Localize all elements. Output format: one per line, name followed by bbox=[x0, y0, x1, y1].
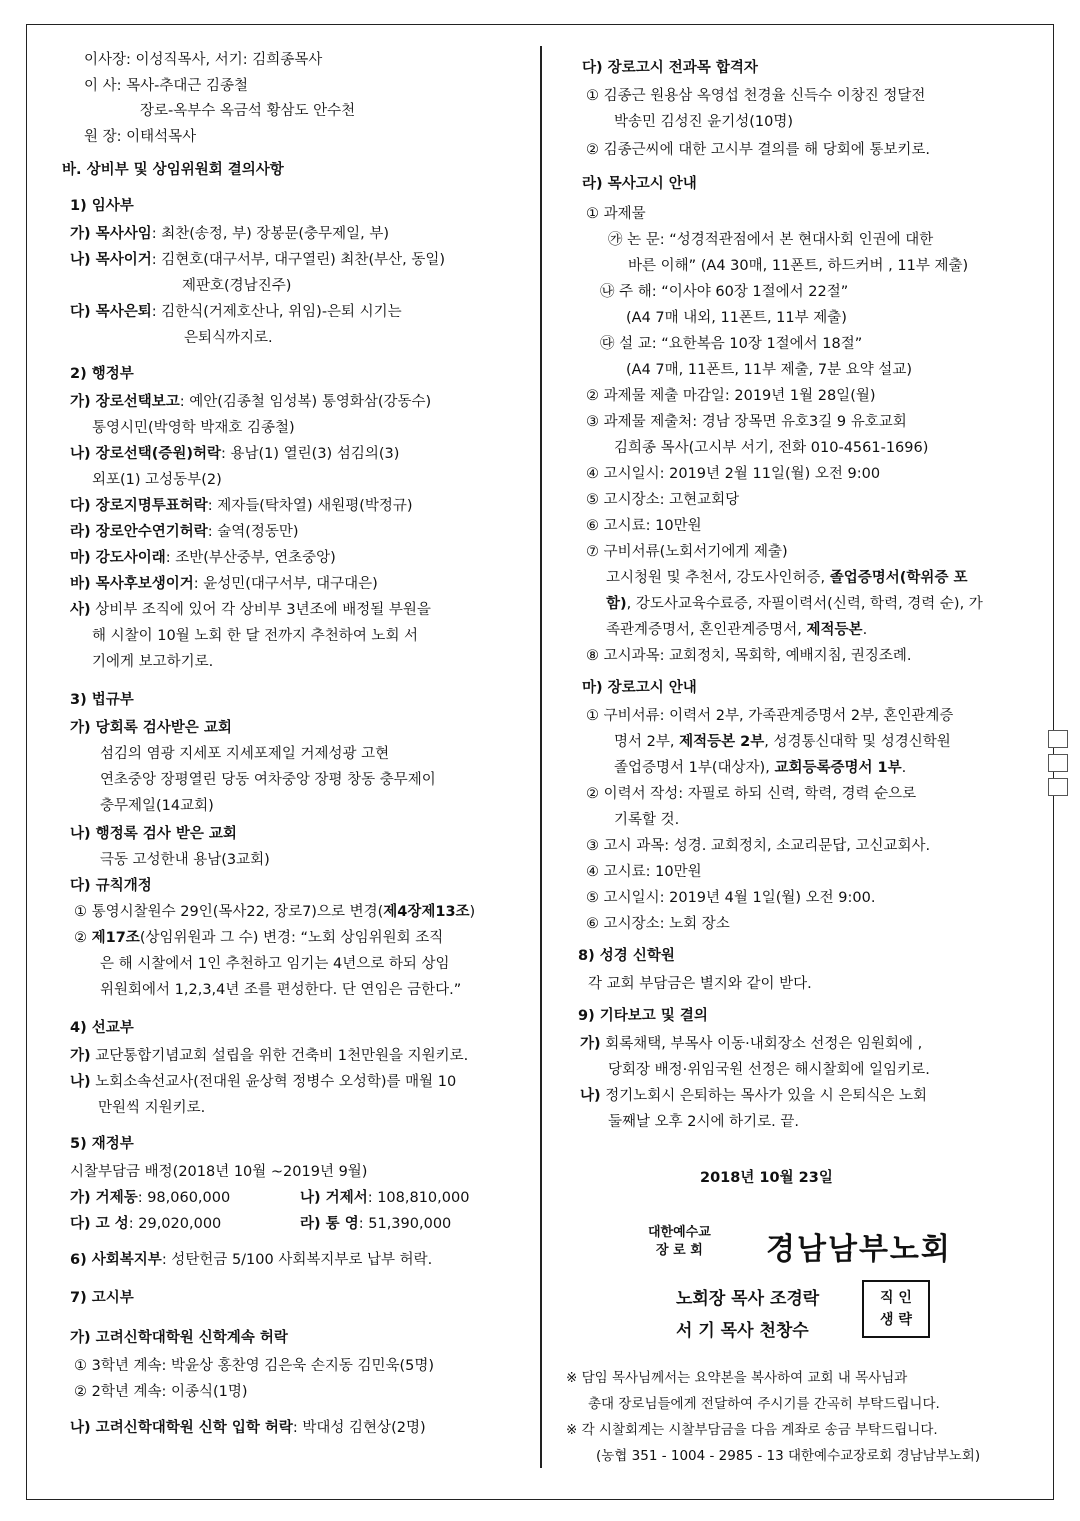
item-line: (A4 7매 내외, 11폰트, 11부 제출) bbox=[626, 310, 847, 326]
item-line: 충무제일(14교회) bbox=[100, 798, 214, 814]
item-heading: 가) 당회록 검사받은 교회 bbox=[70, 720, 232, 736]
item-line: 기에게 보고하기로. bbox=[92, 654, 214, 670]
item-line: ① 김종근 원용삼 옥영섭 천경율 신득수 이창진 정달전 bbox=[586, 88, 926, 104]
item-heading: 다) 규칙개정 bbox=[70, 878, 152, 894]
item-line: ⑧ 고시과목: 교회정치, 목회학, 예배지침, 권징조례. bbox=[586, 648, 912, 664]
item-heading: 가) 고려신학대학원 신학계속 허락 bbox=[70, 1330, 288, 1346]
footnote: (농협 351 - 1004 - 2985 - 13 대한예수교장로회 경남남부노회) bbox=[596, 1448, 981, 1464]
item-line: 다) 목사은퇴: 김한식(거제호산나, 위임)-은퇴 시기는 bbox=[70, 304, 402, 320]
item-line: 제판호(경남진주) bbox=[182, 278, 292, 294]
item-line: ① 구비서류: 이력서 2부, 가족관계증명서 2부, 혼인관계증 bbox=[586, 708, 954, 724]
item-line: ② 과제물 제출 마감일: 2019년 1월 28일(월) bbox=[586, 388, 876, 404]
item-line: 김희종 목사(고시부 서기, 전화 010-4561-1696) bbox=[614, 440, 929, 456]
item-line: ③ 고시 과목: 성경. 교회정치, 소교리문답, 고신교회사. bbox=[586, 838, 931, 854]
sub-heading: 8) 성경 신학원 bbox=[578, 948, 675, 964]
sub-heading: 1) 임사부 bbox=[70, 198, 134, 214]
sub-heading: 3) 법규부 bbox=[70, 692, 134, 708]
item-line: 6) 사회복지부: 성탄헌금 5/100 사회복지부로 납부 허락. bbox=[70, 1252, 433, 1268]
item-line: ⑥ 고시료: 10만원 bbox=[586, 518, 702, 534]
item-line: 졸업증명서 1부(대상자), 교회등록증명서 1부. bbox=[614, 760, 907, 776]
sub-heading: 다) 장로고시 전과목 합격자 bbox=[582, 60, 758, 76]
item-line: ㉮ 논 문: “성경적관점에서 본 현대사회 인권에 대한 bbox=[608, 232, 934, 248]
item-line: ① 3학년 계속: 박윤상 홍찬영 김은욱 손지동 김민욱(5명) bbox=[74, 1358, 435, 1374]
item-line: ㉯ 주 해: “이사야 60장 1절에서 22절” bbox=[600, 284, 849, 300]
item-line: 둘째날 오후 2시에 하기로. 끝. bbox=[608, 1114, 799, 1130]
item-line: 나) 장로선택(증원)허락: 용남(1) 열린(3) 섬김의(3) bbox=[70, 446, 400, 462]
item-line: ② 제17조(상임위원과 그 수) 변경: “노회 상임위원회 조직 bbox=[74, 930, 444, 946]
item-line: ① 과제물 bbox=[586, 206, 646, 222]
item-heading: 나) 행정록 검사 받은 교회 bbox=[70, 826, 237, 842]
item-line: 나) 정기노회시 은퇴하는 목사가 있을 시 은퇴식은 노회 bbox=[580, 1088, 928, 1104]
officer-line: 이사장: 이성직목사, 서기: 김희종목사 bbox=[84, 52, 323, 68]
item-line: 라) 장로안수연기허락: 술역(정동만) bbox=[70, 524, 299, 540]
item-line: ④ 고시료: 10만원 bbox=[586, 864, 702, 880]
budget-item: 다) 고 성: 29,020,000 bbox=[70, 1216, 222, 1232]
item-line: 가) 회록채택, 부목사 이동·내회장소 선정은 임원회에 , bbox=[580, 1036, 923, 1052]
official-seal: 직 인 생 략 bbox=[862, 1280, 930, 1338]
sub-heading: 라) 목사고시 안내 bbox=[582, 176, 697, 192]
org-name: 경남남부노회 bbox=[766, 1232, 952, 1267]
item-line: ② 2학년 계속: 이종식(1명) bbox=[74, 1384, 248, 1400]
item-line: 만원씩 지원키로. bbox=[98, 1100, 206, 1116]
item-line: 명서 2부, 제적등본 2부, 성경통신대학 및 성경신학원 bbox=[614, 734, 951, 750]
moderator-signature: 노회장 목사 조경락 bbox=[676, 1289, 820, 1309]
item-line: ① 통영시찰원수 29인(목사22, 장로7)으로 변경(제4장제13조) bbox=[74, 904, 476, 920]
sub-heading: 2) 행정부 bbox=[70, 366, 134, 382]
side-marker-box bbox=[1048, 730, 1068, 748]
item-line: 연초중앙 장평열린 당동 여차중앙 장평 창동 충무제이 bbox=[100, 772, 436, 788]
item-line: 각 교회 부담금은 별지와 같이 받다. bbox=[588, 976, 812, 992]
sub-heading: 4) 선교부 bbox=[70, 1020, 134, 1036]
item-line: 통영시민(박영학 박재호 김종철) bbox=[92, 420, 295, 436]
item-line: 기록할 것. bbox=[614, 812, 680, 828]
sub-heading: 5) 재정부 bbox=[70, 1136, 134, 1152]
footnote: ※ 담임 목사님께서는 요약본을 복사하여 교회 내 목사님과 bbox=[566, 1370, 908, 1386]
item-line: ② 이력서 작성: 자필로 하되 신력, 학력, 경력 순으로 bbox=[586, 786, 917, 802]
item-line: 바) 목사후보생이거: 윤성민(대구서부, 대구대은) bbox=[70, 576, 378, 592]
item-line: (A4 7매, 11폰트, 11부 제출, 7분 요약 설교) bbox=[626, 362, 912, 378]
item-line: 극동 고성한내 용남(3교회) bbox=[100, 852, 270, 868]
item-line: ⑥ 고시장소: 노회 장소 bbox=[586, 916, 730, 932]
item-line: 고시청원 및 추천서, 강도사인허증, 졸업증명서(학위증 포 bbox=[606, 570, 968, 586]
side-marker-box bbox=[1048, 754, 1068, 772]
budget-item: 라) 통 영: 51,390,000 bbox=[300, 1216, 452, 1232]
item-line: 위원회에서 1,2,3,4년 조를 편성한다. 단 연임은 금한다.” bbox=[100, 982, 462, 998]
officer-line: 장로-옥부수 옥금석 황삼도 안수천 bbox=[140, 103, 356, 119]
item-line: ⑤ 고시장소: 고현교회당 bbox=[586, 492, 740, 508]
document-date: 2018년 10월 23일 bbox=[700, 1170, 833, 1186]
side-marker-box bbox=[1048, 778, 1068, 796]
footnote: ※ 각 시찰회계는 시찰부담금을 다음 계좌로 송금 부탁드립니다. bbox=[566, 1422, 938, 1438]
item-line: 가) 장로선택보고: 예안(김종철 임성복) 통영화삼(강동수) bbox=[70, 394, 432, 410]
item-line: 해 시찰이 10월 노회 한 달 전까지 추천하여 노회 서 bbox=[92, 628, 419, 644]
officer-line: 원 장: 이태석목사 bbox=[84, 129, 197, 145]
item-line: 외포(1) 고성동부(2) bbox=[92, 472, 222, 488]
item-line: 당회장 배정·위임국원 선정은 해시찰회에 일임키로. bbox=[608, 1062, 930, 1078]
item-line: 가) 교단통합기념교회 설립을 위한 건축비 1천만원을 지원키로. bbox=[70, 1048, 469, 1064]
item-line: 가) 목사사임: 최찬(송정, 부) 장봉문(충무제일, 부) bbox=[70, 226, 389, 242]
item-line: 나) 고려신학대학원 신학 입학 허락: 박대성 김현상(2명) bbox=[70, 1420, 426, 1436]
sub-heading: 7) 고시부 bbox=[70, 1290, 134, 1306]
item-line: 족관계증명서, 혼인관계증명서, 제적등본. bbox=[606, 622, 868, 638]
item-line: 은퇴식까지로. bbox=[184, 330, 273, 346]
budget-item: 나) 거제서: 108,810,000 bbox=[300, 1190, 470, 1206]
sub-heading: 마) 장로고시 안내 bbox=[582, 680, 697, 696]
item-line: 사) 상비부 조직에 있어 각 상비부 3년조에 배정될 부원을 bbox=[70, 602, 431, 618]
item-line: 다) 장로지명투표허락: 제자들(탁차열) 새원평(박정규) bbox=[70, 498, 413, 514]
item-line: 은 해 시찰에서 1인 추천하고 임기는 4년으로 하되 상임 bbox=[100, 956, 450, 972]
item-line: 바른 이해” (A4 30매, 11폰트, 하드커버 , 11부 제출) bbox=[628, 258, 969, 274]
item-line: 마) 강도사이래: 조반(부산중부, 연초중앙) bbox=[70, 550, 336, 566]
item-line: ㉰ 설 교: “요한복음 10장 1절에서 18절” bbox=[600, 336, 863, 352]
item-line: 나) 목사이거: 김현호(대구서부, 대구열린) 최찬(부산, 동일) bbox=[70, 252, 446, 268]
footnote: 총대 장로님들에게 전달하여 주시기를 간곡히 부탁드립니다. bbox=[588, 1396, 940, 1412]
clerk-signature: 서 기 목사 천창수 bbox=[676, 1321, 809, 1341]
item-line: ② 김종근씨에 대한 고시부 결의를 해 당회에 통보키로. bbox=[586, 142, 931, 158]
item-line: 섬김의 염광 지세포 지세포제일 거제성광 고현 bbox=[100, 746, 390, 762]
item-line: ③ 과제물 제출처: 경남 장목면 유호3길 9 유호교회 bbox=[586, 414, 907, 430]
item-line: 박송민 김성진 윤기성(10명) bbox=[614, 114, 794, 130]
section-heading: 바. 상비부 및 상임위원회 결의사항 bbox=[62, 162, 284, 178]
sub-heading: 9) 기타보고 및 결의 bbox=[578, 1008, 708, 1024]
budget-item: 가) 거제동: 98,060,000 bbox=[70, 1190, 231, 1206]
officer-line: 이 사: 목사-추대근 김종철 bbox=[84, 78, 249, 94]
org-prefix: 대한예수교 장 로 회 bbox=[648, 1225, 711, 1258]
item-line: ⑤ 고시일시: 2019년 4월 1일(월) 오전 9:00. bbox=[586, 890, 876, 906]
item-line: 함), 강도사교육수료증, 자필이력서(신력, 학력, 경력 순), 가 bbox=[606, 596, 983, 612]
item-line: 나) 노회소속선교사(전대원 윤상혁 정병수 오성학)를 매월 10 bbox=[70, 1074, 457, 1090]
item-line: ④ 고시일시: 2019년 2월 11일(월) 오전 9:00 bbox=[586, 466, 881, 482]
item-line: ⑦ 구비서류(노회서기에게 제출) bbox=[586, 544, 788, 560]
column-divider bbox=[540, 46, 542, 1468]
item-line: 시찰부담금 배정(2018년 10월 ~2019년 9월) bbox=[70, 1164, 368, 1180]
